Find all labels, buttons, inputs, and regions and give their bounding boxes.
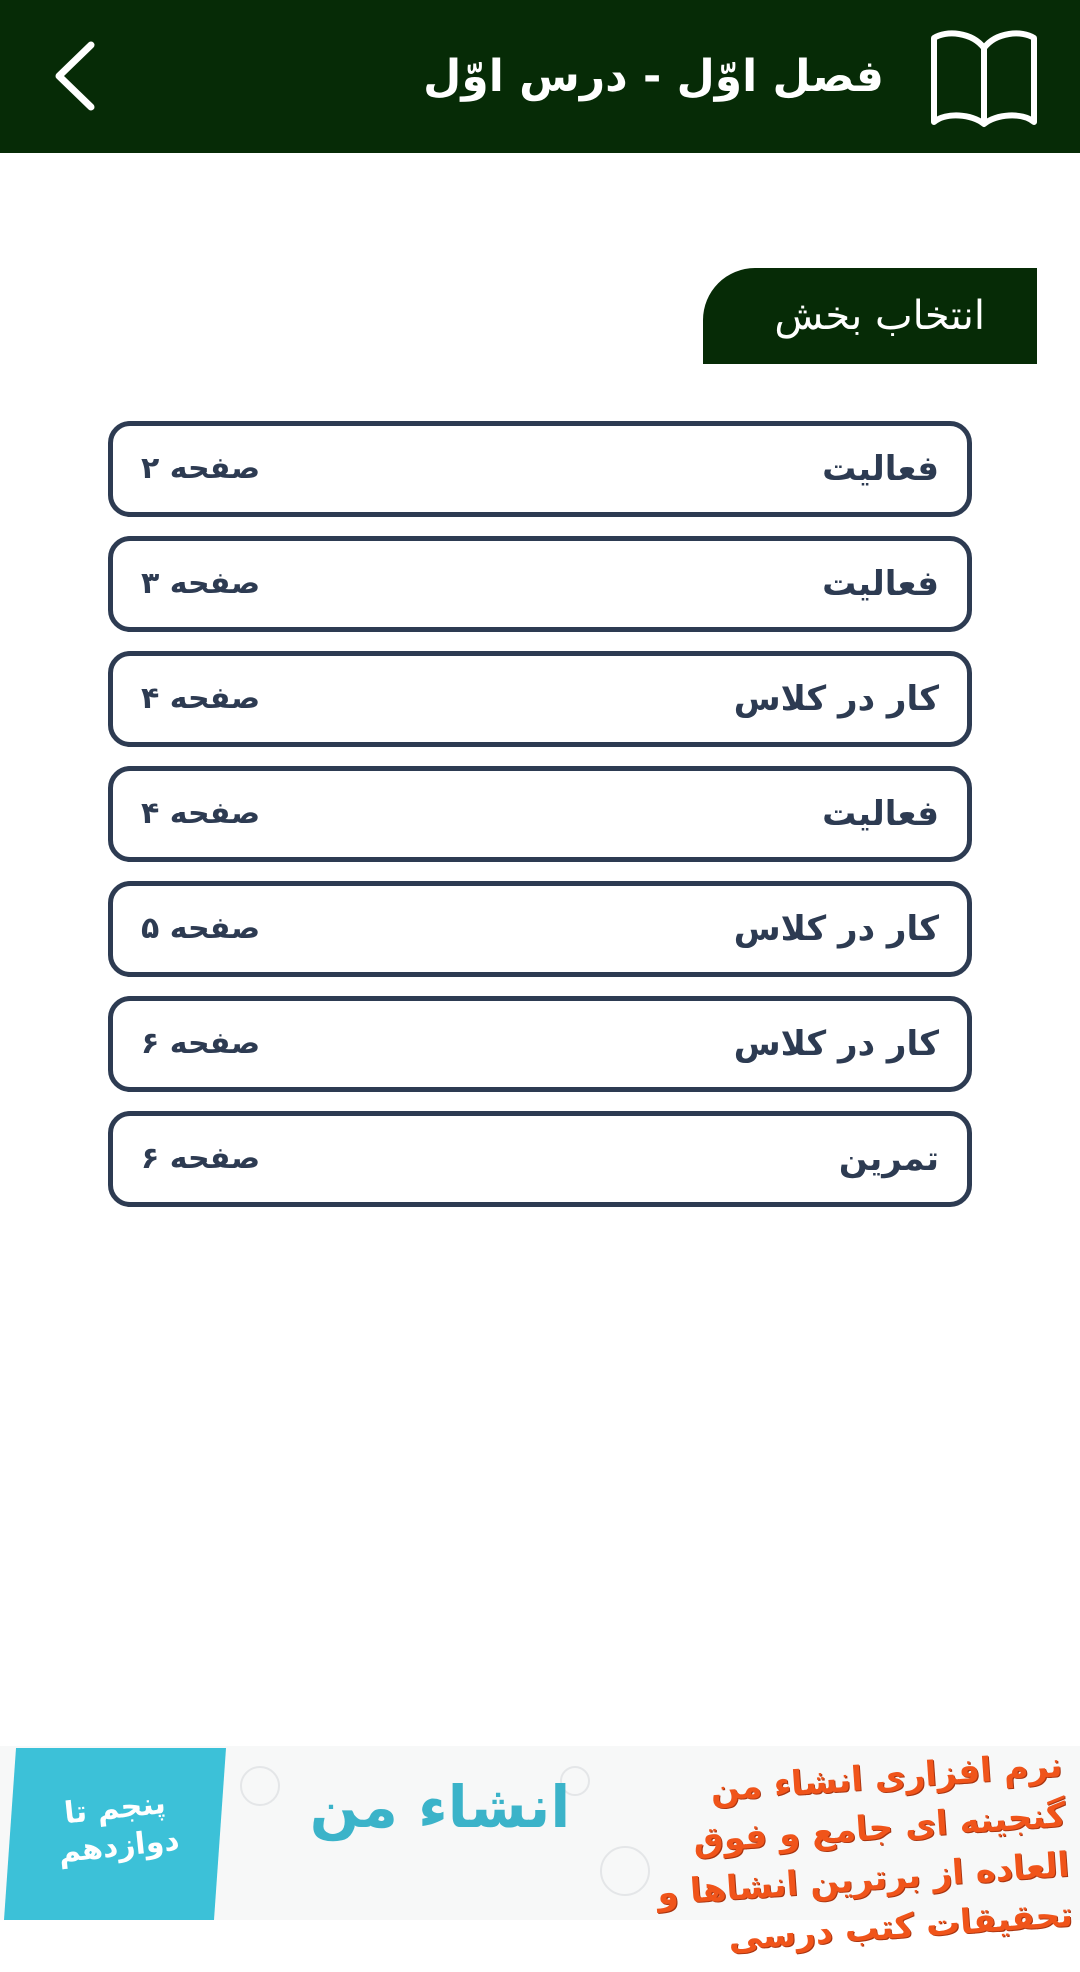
item-page: صفحه ۶ [141, 1141, 261, 1176]
back-button[interactable] [34, 36, 114, 116]
item-label: کار در کلاس [733, 909, 939, 949]
list-item[interactable] [108, 881, 972, 977]
chevron-left-icon [51, 41, 97, 111]
open-book-icon [928, 26, 1040, 126]
banner-slogan: نرم افزاری انشاء من گنجینه ای جامع و فوق العاده از برترین انشاها و تحقیقات کتب درسی [655, 1745, 1075, 1959]
item-label: فعالیت [822, 449, 939, 489]
item-page: صفحه ۵ [141, 911, 261, 946]
section-header: انتخاب بخش [703, 268, 1037, 364]
banner-grade-text: پنجم تا دوازدهم [56, 1785, 182, 1871]
item-page: صفحه ۳ [141, 566, 261, 601]
page-title: فصل اوّل - درس اوّل [423, 51, 884, 102]
list-item[interactable] [108, 996, 972, 1092]
item-label: کار در کلاس [733, 1024, 939, 1064]
item-label: تمرین [838, 1139, 939, 1179]
item-page: صفحه ۶ [141, 1026, 261, 1061]
banner-logo: انشاء من [309, 1773, 571, 1841]
ad-banner[interactable] [0, 1745, 1080, 1959]
item-label: کار در کلاس [733, 679, 939, 719]
item-page: صفحه ۴ [141, 796, 261, 831]
app-bar [0, 0, 1080, 153]
list-item[interactable] [108, 766, 972, 862]
list-item[interactable] [108, 1111, 972, 1207]
banner-doodle-icon [240, 1766, 280, 1806]
item-page: صفحه ۴ [141, 681, 261, 716]
item-label: فعالیت [822, 794, 939, 834]
list-item[interactable] [108, 536, 972, 632]
list-item[interactable] [108, 651, 972, 747]
item-label: فعالیت [822, 564, 939, 604]
item-page: صفحه ۲ [141, 451, 261, 486]
section-list [108, 421, 972, 1226]
list-item[interactable] [108, 421, 972, 517]
